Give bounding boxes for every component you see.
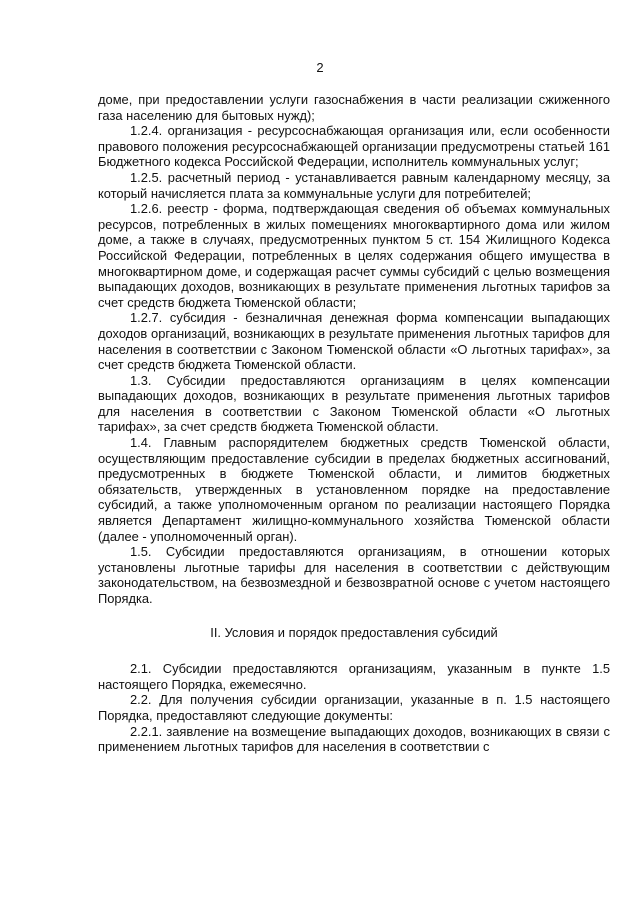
paragraph-1-3: 1.3. Субсидии предоставляются организациям в целях компенсации выпадающих доходов, возникающих в результате применения льготных тарифов для населения в соответствии с Законом Тюменской области «О льготных тарифах», за счет средств бюджета Тюменской области. bbox=[98, 372, 610, 435]
section-heading: II. Условия и порядок предоставления субсидий bbox=[210, 624, 498, 640]
paragraph-continuation: доме, при предоставлении услуги газоснабжения в части реализации сжиженного газа населению для бытовых нужд); bbox=[98, 92, 610, 123]
paragraph-1-2-7: 1.2.7. субсидия - безналичная денежная форма компенсации выпадающих доходов организаций, возникающих в результате применения льготных тарифов для населения в соответствии с Законом Тюменской области «О льготных тарифах», за счет средств бюджета Тюменской области. bbox=[98, 310, 610, 373]
paragraph-2-2-1: 2.2.1. заявление на возмещение выпадающих доходов, возникающих в связи с применением льготных тарифов для населения в соответствии с bbox=[98, 723, 610, 755]
document-body bbox=[98, 92, 610, 755]
paragraph-1-2-5: 1.2.5. расчетный период - устанавливается равным календарному месяцу, за который начисляется плата за коммунальные услуги для потребителей; bbox=[98, 169, 610, 201]
page-number: 2 bbox=[316, 60, 324, 75]
paragraph-2-2: 2.2. Для получения субсидии организации, указанные в п. 1.5 настоящего Порядка, предоставляют следующие документы: bbox=[98, 692, 610, 723]
paragraph-1-5: 1.5. Субсидии предоставляются организациям, в отношении которых установлены льготные тарифы для населения в соответствии с действующим законодательством, на безвозмездной и безвозвратной основе с учетом настоящего Порядка. bbox=[98, 544, 610, 606]
paragraph-1-2-6: 1.2.6. реестр - форма, подтверждающая сведения об объемах коммунальных ресурсов, потребленных в жилых помещениях многоквартирного дома или жилом доме, а также в случаях, предусмотренных пунктом 5 ст. 154 Жилищного Кодекса Российской Федерации, потребленных в целях содержания общего имущества в многоквартирном доме, и содержащая расчет суммы субсидий с целью возмещения выпадающих доходов, возникающих в результате применения льготных тарифов за счет средств бюджета Тюменской области; bbox=[98, 201, 610, 310]
paragraph-1-4: 1.4. Главным распорядителем бюджетных средств Тюменской области, осуществляющим предоставление субсидии в пределах бюджетных ассигнований, предусмотренных в бюджете Тюменской области, и лимитов бюджетных обязательств, утвержденных в установленном порядке на предоставление субсидий, а также уполномоченным органом по реализации настоящего Порядка является Департамент жилищно-коммунального хозяйства Тюменской области (далее - уполномоченный орган). bbox=[98, 435, 610, 544]
paragraph-1-2-4: 1.2.4. организация - ресурсоснабжающая организация или, если особенности правового положения ресурсоснабжающей организации предусмотрены статьей 161 Бюджетного кодекса Российской Федерации, исполнитель коммунальных услуг; bbox=[98, 123, 610, 170]
paragraph-2-1: 2.1. Субсидии предоставляются организациям, указанным в пункте 1.5 настоящего Порядка, ежемесячно. bbox=[98, 661, 610, 692]
